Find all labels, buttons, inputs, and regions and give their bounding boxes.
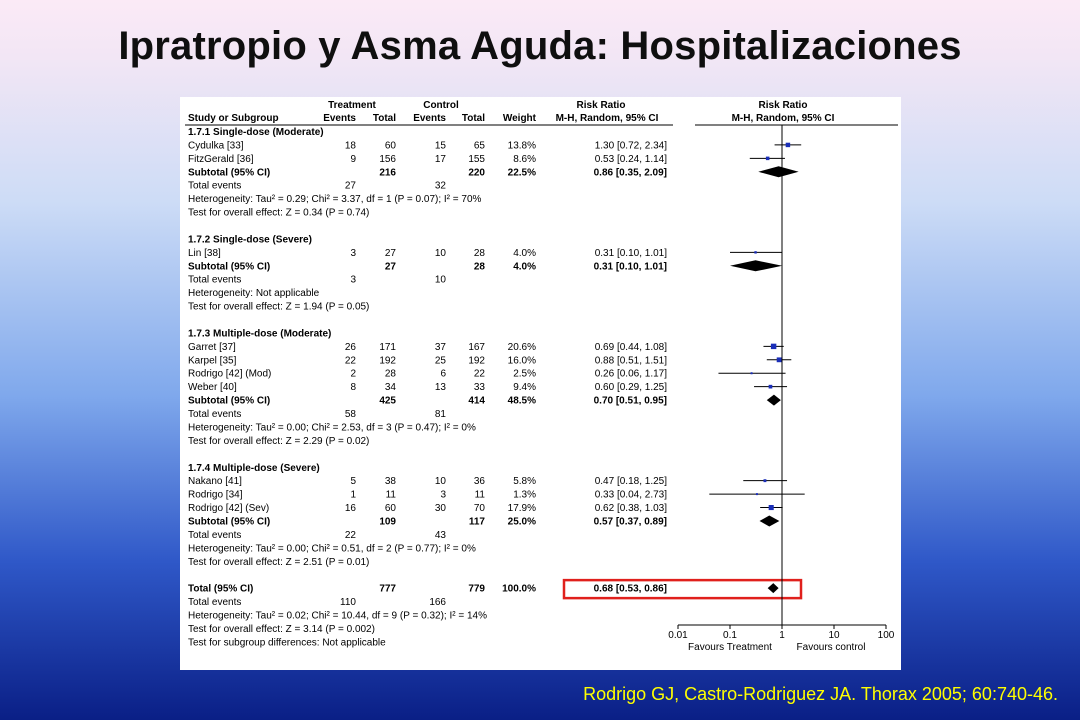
favours-right-label: Favours control	[796, 642, 866, 653]
header-method-right: M-H, Random, 95% CI	[731, 113, 835, 124]
weight: 13.8%	[507, 140, 536, 152]
text-label: Test for overall effect: Z = 3.14 (P = 0.002)	[188, 623, 375, 635]
weight: 4.0%	[513, 261, 536, 273]
events-treatment: 3	[350, 247, 356, 259]
text-label: Heterogeneity: Not applicable	[188, 288, 320, 300]
total-control: 220	[468, 167, 485, 179]
x-tick-label: 100	[877, 630, 895, 641]
events-control: 13	[434, 382, 446, 394]
risk-ratio-ci: 0.86 [0.35, 2.09]	[593, 167, 667, 179]
forest-axis	[668, 125, 895, 653]
subtotal-diamond	[758, 166, 798, 177]
subtotal-label: Subtotal (95% CI)	[188, 395, 271, 407]
total-control: 65	[473, 140, 485, 152]
text-label: Total events	[188, 409, 242, 421]
total-treatment: 171	[379, 341, 396, 353]
events-treatment: 22	[344, 355, 356, 367]
forest-rows	[188, 127, 667, 648]
total-treatment: 34	[384, 382, 396, 394]
total-treatment: 777	[379, 583, 396, 595]
total-control: 414	[468, 395, 485, 407]
events-control: 10	[434, 247, 446, 259]
point-estimate-square	[754, 251, 756, 253]
forest-plot	[180, 97, 901, 670]
total-control: 36	[473, 476, 485, 488]
risk-ratio-ci: 0.47 [0.18, 1.25]	[594, 476, 667, 488]
events-control: 10	[434, 274, 446, 286]
citation: Rodrigo GJ, Castro-Rodriguez JA. Thorax 2005; 60:740-46.	[583, 684, 1058, 704]
text-label: Total events	[188, 529, 242, 541]
text-label: Heterogeneity: Tau² = 0.00; Chi² = 2.53, df = 3 (P = 0.47); I² = 0%	[188, 422, 476, 434]
weight: 100.0%	[502, 583, 536, 595]
point-estimate-square	[756, 493, 758, 495]
study-label: Rodrigo [42] (Mod)	[188, 368, 272, 380]
study-label: Nakano [41]	[188, 476, 242, 488]
total-control: 28	[473, 261, 485, 273]
events-treatment: 5	[350, 476, 356, 488]
events-control: 10	[434, 476, 446, 488]
total-control: 33	[473, 382, 485, 394]
total-control: 11	[474, 489, 485, 501]
x-tick-label: 1	[779, 630, 785, 641]
text-label: Test for subgroup differences: Not applicable	[188, 637, 386, 649]
total-treatment: 60	[384, 140, 396, 152]
header-events-treatment: Events	[323, 113, 356, 124]
study-label: Cydulka [33]	[188, 140, 244, 152]
x-tick-label: 0.1	[723, 630, 737, 641]
study-label: Karpel [35]	[188, 355, 237, 367]
total-treatment: 11	[385, 489, 396, 501]
risk-ratio-ci: 1.30 [0.72, 2.34]	[594, 140, 667, 152]
header-study: Study or Subgroup	[188, 113, 279, 124]
subtotal-diamond	[760, 515, 780, 526]
total-control: 192	[468, 355, 485, 367]
point-estimate-square	[769, 505, 774, 510]
x-tick-label: 10	[828, 630, 840, 641]
risk-ratio-ci: 0.57 [0.37, 0.89]	[593, 516, 667, 528]
events-treatment: 58	[344, 409, 356, 421]
risk-ratio-ci: 0.88 [0.51, 1.51]	[594, 355, 667, 367]
total-control: 779	[468, 583, 485, 595]
risk-ratio-ci: 0.62 [0.38, 1.03]	[594, 503, 667, 515]
text-label: Total events	[188, 274, 242, 286]
events-treatment: 22	[344, 529, 356, 541]
total-control: 155	[468, 153, 485, 165]
total-control: 70	[473, 503, 485, 515]
events-treatment: 27	[344, 180, 356, 192]
risk-ratio-ci: 0.60 [0.29, 1.25]	[594, 382, 667, 394]
weight: 1.3%	[513, 489, 536, 501]
header-risk-ratio-left: Risk Ratio	[576, 100, 626, 111]
total-control: 117	[468, 516, 485, 528]
risk-ratio-ci: 0.31 [0.10, 1.01]	[593, 261, 667, 273]
risk-ratio-ci: 0.26 [0.06, 1.17]	[594, 368, 667, 380]
x-tick-label: 0.01	[668, 630, 688, 641]
total-treatment: 192	[379, 355, 396, 367]
subtotal-label: Subtotal (95% CI)	[188, 167, 271, 179]
header-risk-ratio-right: Risk Ratio	[758, 100, 808, 111]
study-label: Rodrigo [42] (Sev)	[188, 503, 270, 515]
total-treatment: 38	[384, 476, 396, 488]
weight: 5.8%	[513, 476, 536, 488]
events-control: 3	[440, 489, 446, 501]
weight: 16.0%	[507, 355, 536, 367]
weight: 9.4%	[513, 382, 536, 394]
text-label: Heterogeneity: Tau² = 0.00; Chi² = 0.51, df = 2 (P = 0.77); I² = 0%	[188, 543, 476, 555]
header-method-left: M-H, Random, 95% CI	[555, 113, 659, 124]
weight: 22.5%	[507, 167, 536, 179]
events-control: 25	[434, 355, 446, 367]
forest-plot-panel	[180, 97, 901, 670]
header-control: Control	[423, 100, 459, 111]
risk-ratio-ci: 0.68 [0.53, 0.86]	[593, 583, 667, 595]
point-estimate-square	[771, 344, 776, 349]
events-treatment: 2	[350, 368, 356, 380]
events-control: 43	[434, 529, 446, 541]
subtotal-diamond	[730, 260, 782, 271]
total-label: Total (95% CI)	[188, 583, 254, 595]
events-control: 15	[434, 140, 446, 152]
study-label: FitzGerald [36]	[188, 153, 254, 165]
weight: 25.0%	[507, 516, 536, 528]
point-estimate-square	[764, 479, 767, 482]
subtotal-diamond	[767, 395, 781, 406]
subtotal-label: Subtotal (95% CI)	[188, 261, 271, 273]
header-treatment: Treatment	[328, 100, 376, 111]
point-estimate-square	[766, 157, 770, 161]
risk-ratio-ci: 0.33 [0.04, 2.73]	[594, 489, 667, 501]
events-treatment: 9	[350, 153, 356, 165]
text-label: Test for overall effect: Z = 2.29 (P = 0.02)	[188, 435, 370, 447]
events-control: 166	[429, 597, 446, 609]
risk-ratio-ci: 0.31 [0.10, 1.01]	[594, 247, 667, 259]
total-control: 28	[473, 247, 485, 259]
point-estimate-square	[751, 372, 753, 374]
favours-left-label: Favours Treatment	[688, 642, 772, 653]
weight: 17.9%	[507, 503, 536, 515]
header-events-control: Events	[413, 113, 446, 124]
header-label: 1.7.1 Single-dose (Moderate)	[188, 127, 324, 138]
total-control: 22	[473, 368, 485, 380]
overall-diamond	[768, 583, 779, 593]
header-total-control: Total	[461, 113, 485, 124]
header-label: 1.7.4 Multiple-dose (Severe)	[188, 462, 320, 474]
study-label: Garret [37]	[188, 341, 236, 353]
risk-ratio-ci: 0.70 [0.51, 0.95]	[593, 395, 667, 407]
text-label: Test for overall effect: Z = 2.51 (P = 0.01)	[188, 556, 370, 568]
total-treatment: 109	[379, 516, 396, 528]
slide-title: Ipratropio y Asma Aguda: Hospitalizaciones	[118, 24, 962, 68]
events-treatment: 3	[350, 274, 356, 286]
risk-ratio-ci: 0.53 [0.24, 1.14]	[594, 153, 667, 165]
events-control: 30	[434, 503, 446, 515]
study-label: Rodrigo [34]	[188, 489, 243, 501]
events-treatment: 1	[350, 489, 356, 501]
events-control: 37	[434, 341, 446, 353]
total-treatment: 156	[379, 153, 396, 165]
study-label: Weber [40]	[188, 382, 237, 394]
weight: 8.6%	[513, 153, 536, 165]
total-treatment: 27	[384, 247, 396, 259]
study-label: Lin [38]	[188, 247, 221, 259]
text-label: Test for overall effect: Z = 1.94 (P = 0.05)	[188, 301, 370, 313]
events-control: 81	[434, 409, 446, 421]
total-treatment: 425	[379, 395, 396, 407]
events-treatment: 26	[344, 341, 356, 353]
weight: 4.0%	[513, 247, 536, 259]
events-control: 17	[434, 153, 446, 165]
events-treatment: 18	[344, 140, 356, 152]
events-treatment: 8	[350, 382, 356, 394]
total-treatment: 216	[379, 167, 396, 179]
events-treatment: 110	[340, 597, 356, 609]
risk-ratio-ci: 0.69 [0.44, 1.08]	[594, 341, 667, 353]
point-estimate-square	[769, 385, 773, 389]
weight: 48.5%	[507, 395, 536, 407]
total-treatment: 28	[384, 368, 396, 380]
total-control: 167	[468, 341, 485, 353]
weight: 2.5%	[513, 368, 536, 380]
point-estimate-square	[777, 357, 782, 362]
text-label: Heterogeneity: Tau² = 0.02; Chi² = 10.44, df = 9 (P = 0.32); I² = 14%	[188, 610, 487, 622]
header-label: 1.7.2 Single-dose (Severe)	[188, 234, 312, 246]
weight: 20.6%	[507, 341, 536, 353]
header-label: 1.7.3 Multiple-dose (Moderate)	[188, 328, 332, 340]
subtotal-label: Subtotal (95% CI)	[188, 516, 271, 528]
total-treatment: 27	[384, 261, 396, 273]
text-label: Total events	[188, 180, 242, 192]
point-estimate-square	[786, 143, 790, 147]
text-label: Test for overall effect: Z = 0.34 (P = 0.74)	[188, 207, 370, 219]
text-label: Heterogeneity: Tau² = 0.29; Chi² = 3.37, df = 1 (P = 0.07); I² = 70%	[188, 194, 482, 206]
events-control: 32	[434, 180, 446, 192]
total-treatment: 60	[384, 503, 396, 515]
header-weight: Weight	[502, 113, 536, 124]
events-treatment: 16	[344, 503, 356, 515]
header-total-treatment: Total	[372, 113, 396, 124]
text-label: Total events	[188, 597, 242, 609]
events-control: 6	[440, 368, 446, 380]
